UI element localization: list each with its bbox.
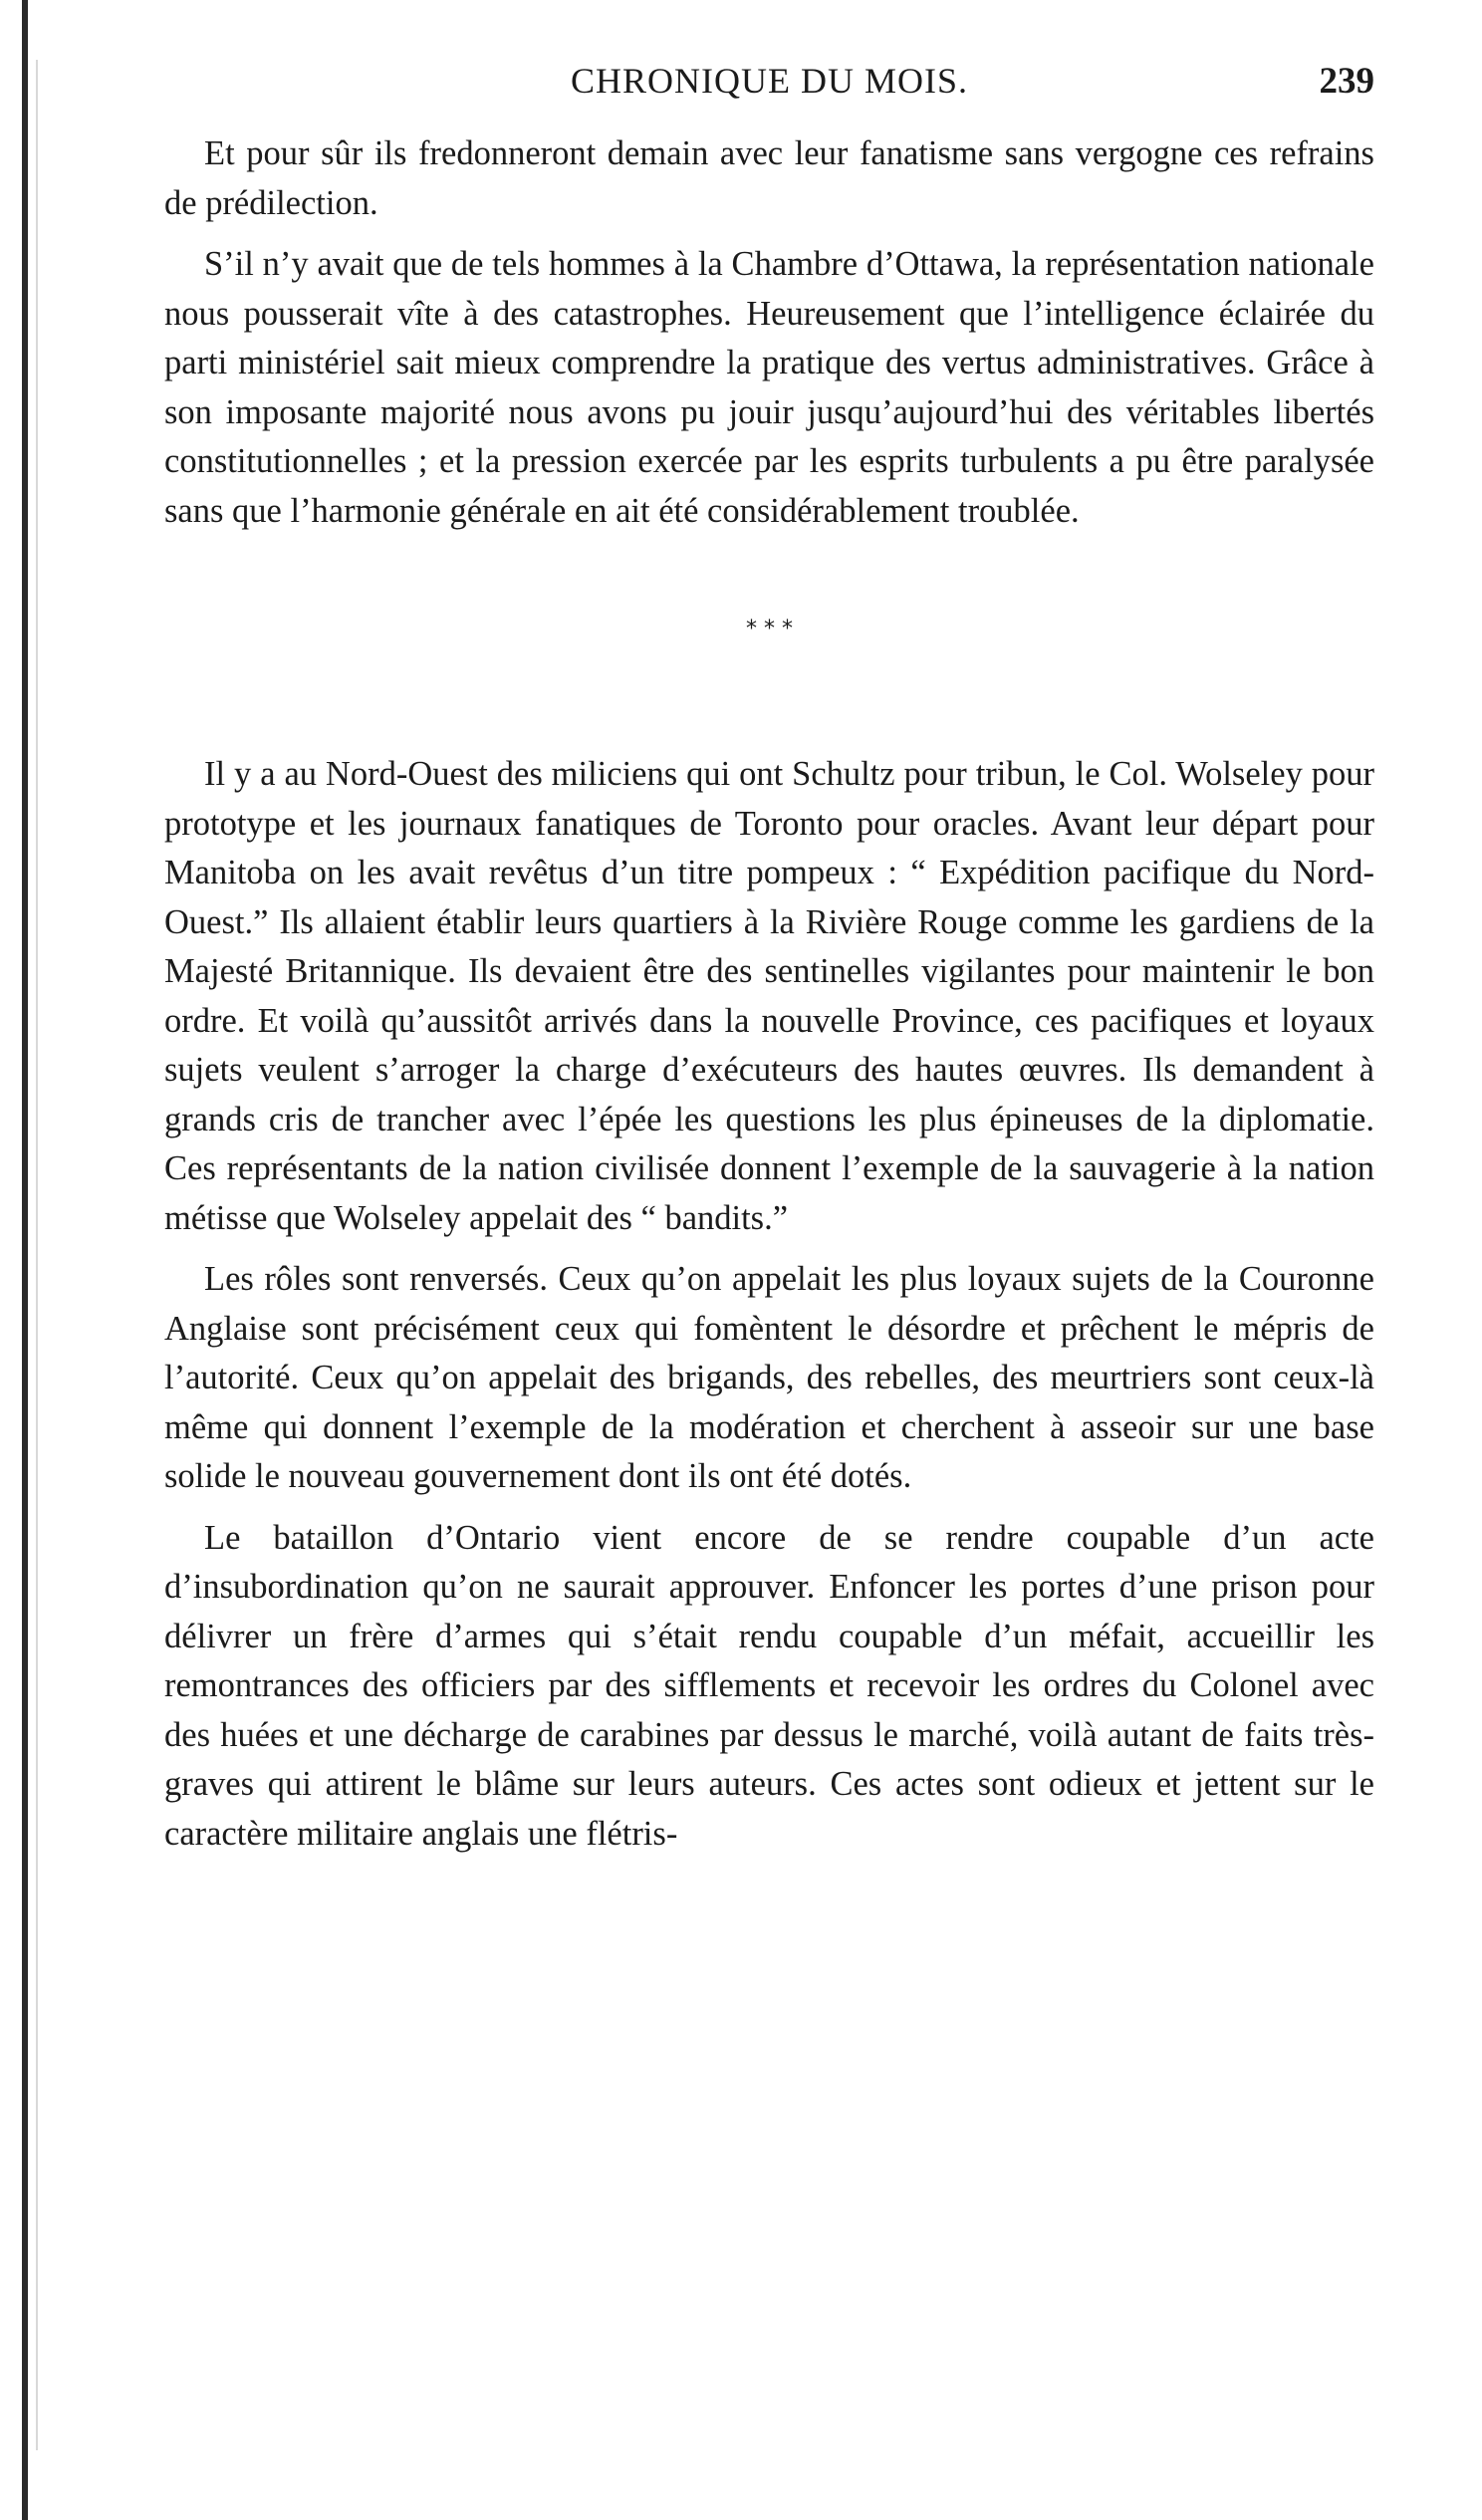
text-section-bottom — [164, 750, 1374, 1859]
paragraph-roles-renverses: Les rôles sont renversés. Ceux qu’on appelait les plus loyaux sujets de la Couronne Anglaise sont précisément ceux qui fomèntent le désordre et prêchent le mépris de l’autorité. Ceux qu’on appelait des brigands, des rebelles, des meurtriers sont ceux-là même qui donnent l’exemple de la modération et cherchent à asseoir sur une base solide le nouveau gouvernement dont ils ont été dotés. — [164, 1260, 1374, 1495]
book-page — [164, 40, 1374, 1859]
section-separator — [164, 536, 1374, 750]
paragraph-nord-ouest: Il y a au Nord-Ouest des miliciens qui ont Schultz pour tribun, le Col. Wolseley pour prototype et les journaux fanatiques de Toronto pour oracles. Avant leur départ pour Manitoba on les avait revêtus d’un titre pompeux : “ Expédition pacifique du Nord-Ouest.” Ils allaient établir leurs quartiers à la Rivière Rouge comme les gardiens de la Majesté Britannique. Ils devaient être des sentinelles vigilantes pour maintenir le bon ordre. Et voilà qu’aussitôt arrivés dans la nouvelle Province, ces pacifiques et loyaux sujets veulent s’arroger la charge d’exécuteurs des hautes œuvres. Ils demandent à grands cris de trancher avec l’épée les questions les plus épineuses de la diplomatie. Ces représentants de la nation civilisée donnent l’exemple de la sauvagerie à la nation métisse que Wolseley appelait des “ bandits.” — [164, 755, 1374, 1237]
page-gutter-shadow — [36, 60, 38, 2450]
asterism-mark: * * * — [746, 617, 793, 641]
text-section-top — [164, 129, 1374, 536]
running-head — [164, 40, 1374, 129]
paragraph-bataillon-ontario: Le bataillon d’Ontario vient encore de se rendre coupable d’un acte d’insubordination qu’on ne saurait approuver. Enfoncer les portes d’une prison pour délivrer un frère d’armes qui s’était rendu coupable d’un méfait, accueillir les remontrances des officiers par des sifflements et recevoir les ordres du Colonel avec des huées et une décharge de carabines par dessus le marché, voilà autant de faits très-graves qui attirent le blâme sur leurs auteurs. Ces actes sont odieux et jettent sur le caractère militaire anglais une flétris- — [164, 1518, 1374, 1853]
paragraph-refrains: Et pour sûr ils fredonneront demain avec leur fanatisme sans vergogne ces refrains de prédilection. — [164, 134, 1374, 222]
paragraph-chambre-ottawa: S’il n’y avait que de tels hommes à la Chambre d’Ottawa, la représentation nationale nous pousserait vîte à des catastrophes. Heureusement que l’intelligence éclairée du parti ministériel sait mieux comprendre la pratique des vertus administratives. Grâce à son imposante majorité nous avons pu jouir jusqu’aujourd’hui des véritables libertés constitutionnelles ; et la pression exercée par les esprits turbulents a pu être paralysée sans que l’harmonie générale en ait été considérablement troublée. — [164, 245, 1374, 530]
running-head-title: CHRONIQUE DU MOIS. — [570, 61, 968, 101]
page-binding-edge — [22, 0, 28, 2520]
page-number: 239 — [1319, 61, 1374, 102]
